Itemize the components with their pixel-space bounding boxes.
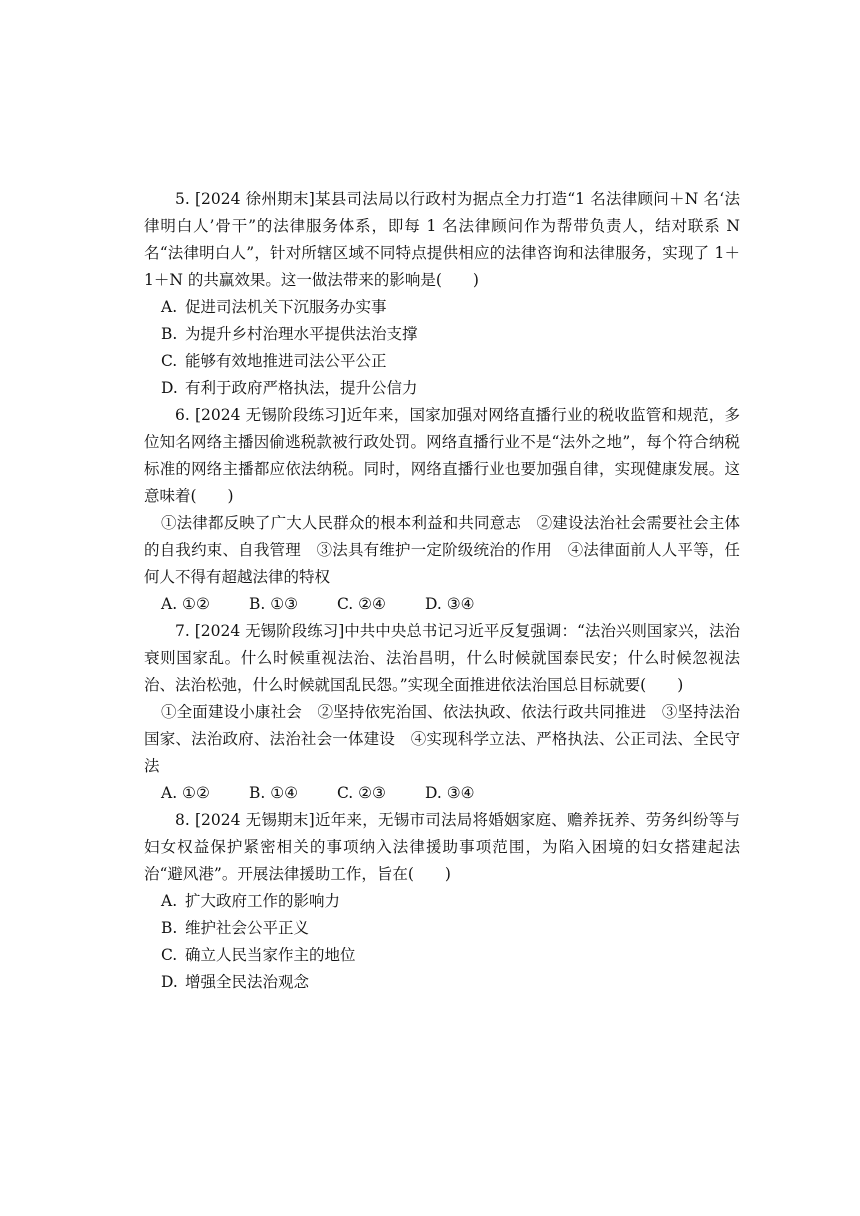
question-7-statements: ①全面建设小康社会 ②坚持依宪治国、依法执政、依法行政共同推进 ③坚持法治国家、法治政府、法治社会一体建设 ④实现科学立法、严格执法、公正司法、全民守法 (144, 703, 740, 775)
choice-b[interactable]: B. ①③ (249, 595, 299, 613)
question-6 (144, 402, 740, 618)
option-text: 确立人民当家作主的地位 (185, 946, 356, 964)
question-8-option-b[interactable] (144, 915, 740, 942)
question-6-choices (144, 591, 740, 618)
question-list (144, 186, 740, 996)
question-5 (144, 186, 740, 402)
choice-a[interactable]: A. ①② (161, 784, 210, 802)
choice-b[interactable]: B. ①④ (249, 784, 299, 802)
question-6-statements: ①法律都反映了广大人民群众的根本利益和共同意志 ②建设法治社会需要社会主体的自我约束、自我管理 ③法具有维护一定阶级统治的作用 ④法律面前人人平等，任何人不得有超越法律的特权 (144, 514, 740, 586)
option-text: 促进司法机关下沉服务办实事 (185, 298, 387, 316)
option-letter: D. (161, 379, 178, 397)
question-8-option-d[interactable] (144, 969, 740, 996)
option-text: 增强全民法治观念 (185, 973, 310, 991)
choice-d[interactable]: D. ③④ (425, 784, 475, 802)
question-5-option-a[interactable] (144, 294, 740, 321)
option-letter: C. (161, 352, 178, 370)
question-8-option-c[interactable] (144, 942, 740, 969)
option-text: 能够有效地推进司法公平公正 (185, 352, 387, 370)
question-8-stem: 8. [2024 无锡期末]近年来，无锡市司法局将婚姻家庭、赡养抚养、劳务纠纷等与妇女权益保护紧密相关的事项纳入法律援助事项范围，为陷入困境的妇女搭建起法治“避风港”。开展法律援助工作，旨在( ) (144, 811, 740, 883)
choice-c[interactable]: C. ②④ (337, 595, 386, 613)
question-7-choices (144, 780, 740, 807)
question-6-stem: 6. [2024 无锡阶段练习]近年来，国家加强对网络直播行业的税收监管和规范，多位知名网络主播因偷逃税款被行政处罚。网络直播行业不是“法外之地”，每个符合纳税标准的网络主播都应依法纳税。同时，网络直播行业也要加强自律，实现健康发展。这意味着( ) (144, 406, 740, 505)
option-letter: B. (161, 919, 178, 937)
choice-d[interactable]: D. ③④ (425, 595, 475, 613)
choice-a[interactable]: A. ①② (161, 595, 210, 613)
option-letter: B. (161, 325, 178, 343)
option-text: 扩大政府工作的影响力 (185, 892, 341, 910)
question-5-stem: 5. [2024 徐州期末]某县司法局以行政村为据点全力打造“1 名法律顾问＋N 名‘法律明白人’骨干”的法律服务体系，即每 1 名法律顾问作为帮带负责人，结对联系 N 名“法律明白人”，针对所辖区域不同特点提供相应的法律咨询和法律服务，实现了 1＋1＋N 的共赢效果。这一做法带来的影响是( ) (144, 190, 740, 289)
option-letter: C. (161, 946, 178, 964)
option-letter: A. (161, 892, 178, 910)
option-text: 为提升乡村治理水平提供法治支撑 (185, 325, 418, 343)
question-5-option-d[interactable] (144, 375, 740, 402)
question-7 (144, 618, 740, 807)
option-text: 维护社会公平正义 (185, 919, 310, 937)
option-letter: D. (161, 973, 178, 991)
question-8 (144, 807, 740, 996)
question-7-stem: 7. [2024 无锡阶段练习]中共中央总书记习近平反复强调：“法治兴则国家兴，法治衰则国家乱。什么时候重视法治、法治昌明，什么时候就国泰民安；什么时候忽视法治、法治松弛，什么时候就国乱民怨。”实现全面推进依法治国总目标就要( ) (144, 622, 740, 694)
question-5-option-b[interactable] (144, 321, 740, 348)
question-8-option-a[interactable] (144, 888, 740, 915)
option-letter: A. (161, 298, 178, 316)
option-text: 有利于政府严格执法，提升公信力 (185, 379, 418, 397)
choice-c[interactable]: C. ②③ (337, 784, 386, 802)
question-5-option-c[interactable] (144, 348, 740, 375)
